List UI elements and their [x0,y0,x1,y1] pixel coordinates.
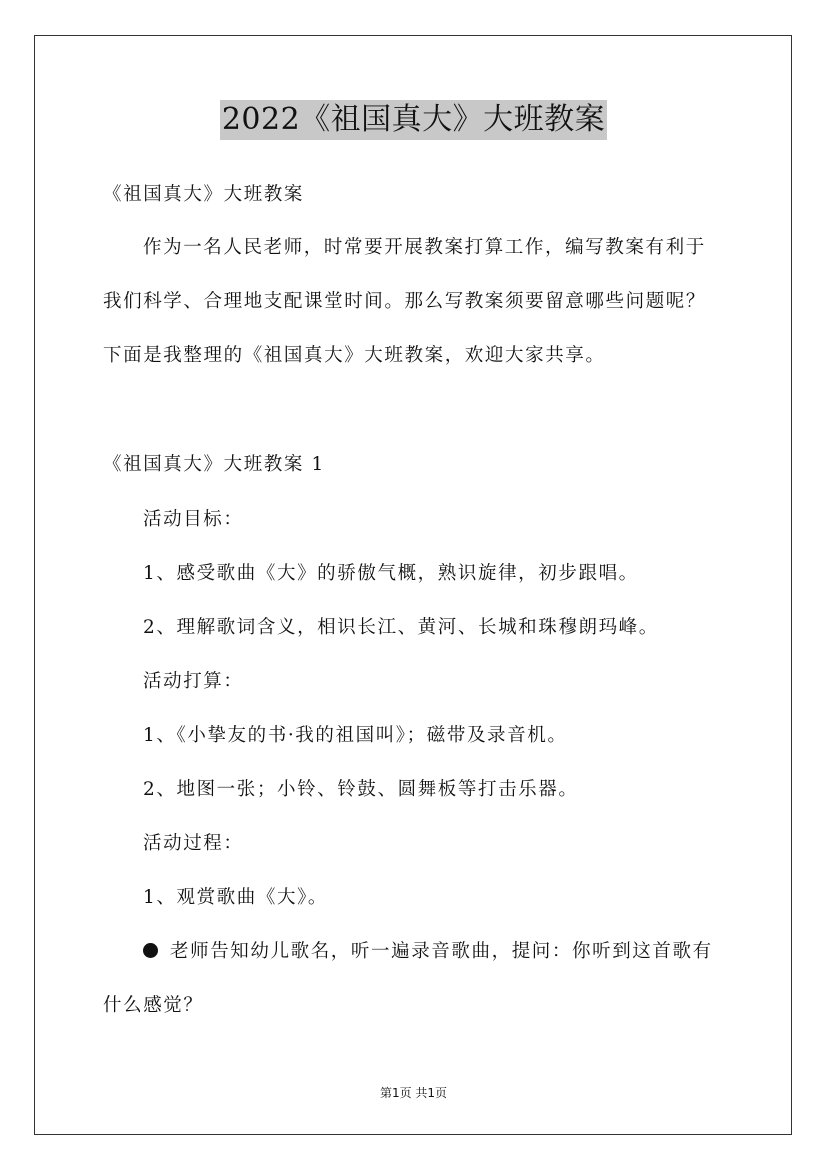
process-item-1: 1、观赏歌曲《大》。 [143,887,329,908]
bullet-icon [143,943,158,958]
document-title-text: 2022《祖国真大》大班教案 [220,100,607,140]
process-heading: 活动过程： [143,833,244,854]
intro-line-2: 我们科学、合理地支配课堂时间。那么写教案须要留意哪些问题呢？ [103,291,707,312]
goal-item-2: 2、理解歌词含义，相识长江、黄河、长城和珠穆朗玛峰。 [143,617,659,638]
section-heading: 《祖国真大》大班教案 1 [103,454,325,475]
document-title [0,100,827,140]
intro-line-3: 下面是我整理的《祖国真大》大班教案，欢迎大家共享。 [103,345,606,366]
goal-item-1: 1、感受歌曲《大》的骄傲气概，熟识旋律，初步跟唱。 [143,563,639,584]
subtitle: 《祖国真大》大班教案 [103,184,305,205]
bullet-paragraph [143,939,713,965]
prep-item-1: 1、《小挚友的书·我的祖国叫》；磁带及录音机。 [143,725,568,746]
page-footer: 第1页 共1页 [379,1086,448,1100]
bullet-text-line-2: 什么感觉？ [103,995,204,1016]
prep-heading: 活动打算： [143,671,244,692]
intro-line-1: 作为一名人民老师，时常要开展教案打算工作，编写教案有利于 [143,237,706,258]
goals-heading: 活动目标： [143,509,244,530]
bullet-text-line-1: 老师告知幼儿歌名，听一遍录音歌曲，提问：你听到这首歌有 [170,941,713,962]
prep-item-2: 2、地图一张；小铃、铃鼓、圆舞板等打击乐器。 [143,779,579,800]
